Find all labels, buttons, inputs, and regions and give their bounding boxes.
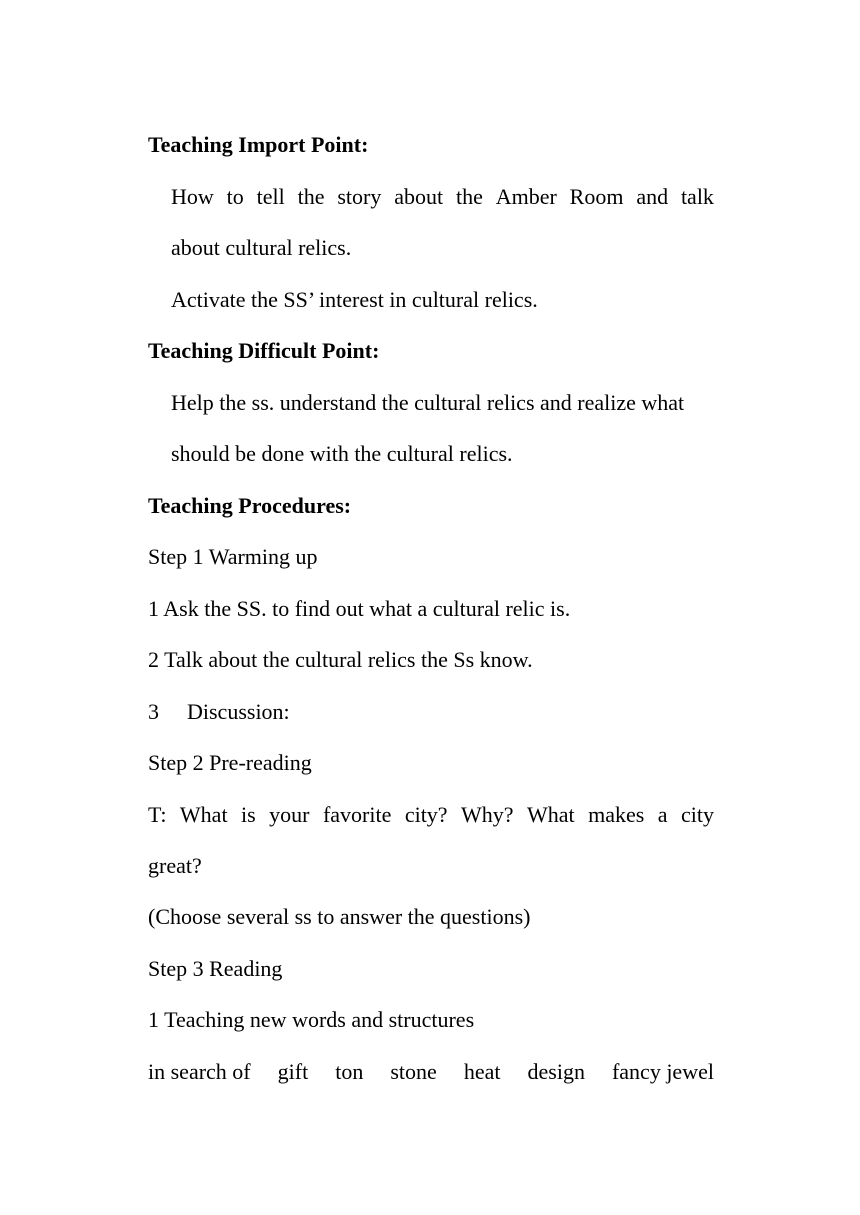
word: is [241, 802, 256, 827]
step-1-heading: Step 1 Warming up [148, 544, 318, 569]
word: the [297, 184, 325, 209]
word: Room [569, 184, 624, 209]
step-1-item-1: 1 Ask the SS. to find out what a cultural relic is. [148, 596, 571, 621]
vocab-word: stone [390, 1059, 437, 1084]
word: a [657, 802, 668, 827]
vocab-word: in search of [148, 1059, 251, 1084]
word: story [337, 184, 382, 209]
vocabulary-list [148, 1059, 714, 1085]
import-heading: Teaching Import Point: [148, 132, 369, 157]
word: Why? [461, 802, 514, 827]
word: T: [148, 802, 167, 827]
word: How [171, 184, 214, 209]
step-2-note: (Choose several ss to answer the questions) [148, 904, 531, 929]
step-3-item-1: 1 Teaching new words and structures [148, 1007, 475, 1032]
item-text: Discussion: [187, 699, 290, 724]
word: What [179, 802, 228, 827]
procedures-heading: Teaching Procedures: [148, 493, 352, 518]
word: your [269, 802, 310, 827]
step-2-question-end: great? [148, 853, 202, 878]
step-1-item-3 [148, 699, 714, 725]
step-2-question [148, 802, 714, 828]
word: makes [588, 802, 645, 827]
vocab-word: ton [335, 1059, 364, 1084]
difficult-line-2: should be done with the cultural relics. [171, 441, 513, 466]
step-1-item-2: 2 Talk about the cultural relics the Ss know. [148, 647, 533, 672]
word: city [681, 802, 714, 827]
difficult-heading: Teaching Difficult Point: [148, 338, 380, 363]
import-line-2: about cultural relics. [171, 235, 352, 260]
difficult-line-1: Help the ss. understand the cultural relics and realize what [171, 390, 685, 415]
import-line-3: Activate the SS’ interest in cultural relics. [171, 287, 538, 312]
word: to [226, 184, 244, 209]
word: What [527, 802, 575, 827]
word: city? [404, 802, 448, 827]
import-line-1 [171, 184, 714, 210]
word: the [455, 184, 483, 209]
step-2-heading: Step 2 Pre-reading [148, 750, 312, 775]
word: Amber [495, 184, 557, 209]
word: favorite [322, 802, 392, 827]
word: and [636, 184, 669, 209]
word: about [394, 184, 444, 209]
step-3-heading: Step 3 Reading [148, 956, 283, 981]
vocab-word: design [527, 1059, 585, 1084]
word: tell [256, 184, 285, 209]
vocab-word: heat [463, 1059, 501, 1084]
vocab-word: fancy jewel [611, 1059, 714, 1084]
item-number: 3 [148, 699, 159, 724]
word: talk [680, 184, 714, 209]
vocab-word: gift [277, 1059, 309, 1084]
